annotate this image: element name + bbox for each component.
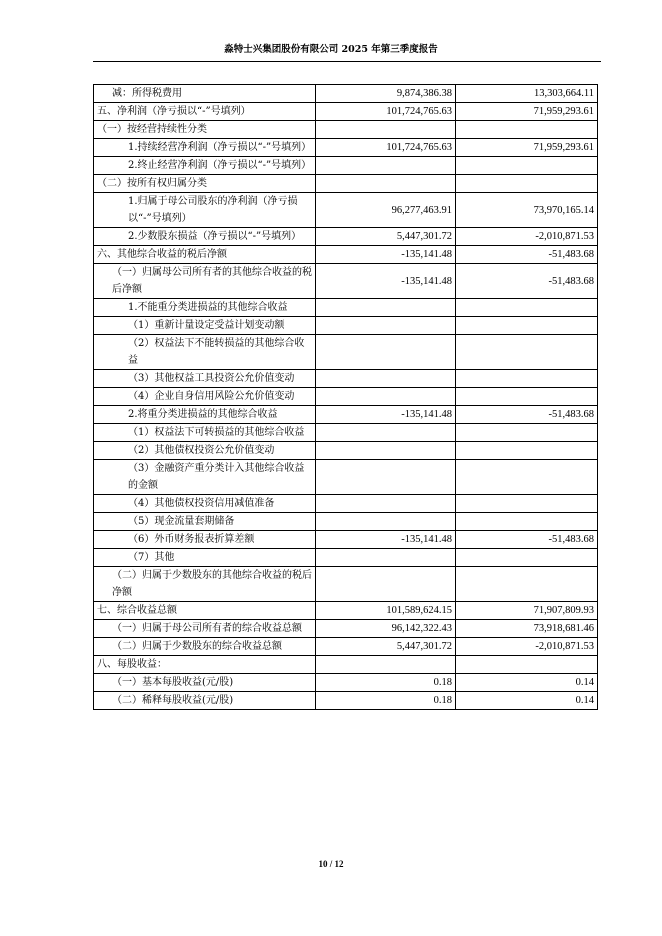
current-period-value: 96,142,322.43 bbox=[316, 620, 456, 638]
table-row bbox=[94, 602, 598, 620]
table-row bbox=[94, 335, 598, 370]
current-period-value bbox=[316, 495, 456, 513]
row-label: （一）归属母公司所有者的其他综合收益的税后净额 bbox=[94, 264, 316, 299]
income-statement-table bbox=[93, 84, 598, 710]
table-row bbox=[94, 442, 598, 460]
current-period-value bbox=[316, 335, 456, 370]
table-row bbox=[94, 692, 598, 710]
current-period-value: 5,447,301.72 bbox=[316, 228, 456, 246]
table-row bbox=[94, 228, 598, 246]
previous-period-value: 73,970,165.14 bbox=[456, 193, 598, 228]
row-label: 2.少数股东损益（净亏损以“-”号填列） bbox=[94, 228, 316, 246]
previous-period-value: -51,483.68 bbox=[456, 406, 598, 424]
row-label: （4）企业自身信用风险公允价值变动 bbox=[94, 388, 316, 406]
current-period-value: 5,447,301.72 bbox=[316, 638, 456, 656]
row-label: （3）金融资产重分类计入其他综合收益的金额 bbox=[94, 460, 316, 495]
previous-period-value bbox=[456, 442, 598, 460]
row-label: （2）权益法下不能转损益的其他综合收益 bbox=[94, 335, 316, 370]
row-label: （5）现金流量套期储备 bbox=[94, 513, 316, 531]
current-period-value bbox=[316, 370, 456, 388]
previous-period-value: 73,918,681.46 bbox=[456, 620, 598, 638]
table-row bbox=[94, 656, 598, 674]
previous-period-value bbox=[456, 299, 598, 317]
table-row bbox=[94, 567, 598, 602]
income-statement-body bbox=[94, 85, 598, 710]
current-period-value bbox=[316, 549, 456, 567]
previous-period-value bbox=[456, 460, 598, 495]
row-label: 1.归属于母公司股东的净利润（净亏损以“-”号填列） bbox=[94, 193, 316, 228]
table-row bbox=[94, 424, 598, 442]
row-label: （2）其他债权投资公允价值变动 bbox=[94, 442, 316, 460]
table-row bbox=[94, 175, 598, 193]
page-number: 10 / 12 bbox=[318, 859, 344, 869]
row-label: （7）其他 bbox=[94, 549, 316, 567]
previous-period-value: 0.14 bbox=[456, 674, 598, 692]
row-label: （二）归属于少数股东的其他综合收益的税后净额 bbox=[94, 567, 316, 602]
current-period-value bbox=[316, 388, 456, 406]
row-label: （一）按经营持续性分类 bbox=[94, 121, 316, 139]
table-row bbox=[94, 406, 598, 424]
previous-period-value bbox=[456, 388, 598, 406]
current-period-value: 101,589,624.15 bbox=[316, 602, 456, 620]
table-row bbox=[94, 264, 598, 299]
previous-period-value: 0.14 bbox=[456, 692, 598, 710]
previous-period-value: 71,959,293.61 bbox=[456, 103, 598, 121]
current-period-value: -135,141.48 bbox=[316, 264, 456, 299]
current-period-value bbox=[316, 317, 456, 335]
current-period-value bbox=[316, 175, 456, 193]
previous-period-value: -51,483.68 bbox=[456, 246, 598, 264]
table-row bbox=[94, 157, 598, 175]
current-period-value: 96,277,463.91 bbox=[316, 193, 456, 228]
table-row bbox=[94, 370, 598, 388]
previous-period-value: -51,483.68 bbox=[456, 264, 598, 299]
previous-period-value bbox=[456, 175, 598, 193]
current-period-value bbox=[316, 299, 456, 317]
table-row bbox=[94, 139, 598, 157]
table-row bbox=[94, 246, 598, 264]
previous-period-value bbox=[456, 157, 598, 175]
previous-period-value bbox=[456, 567, 598, 602]
current-period-value: -135,141.48 bbox=[316, 531, 456, 549]
row-label: 六、其他综合收益的税后净额 bbox=[94, 246, 316, 264]
previous-period-value bbox=[456, 424, 598, 442]
table-row bbox=[94, 121, 598, 139]
current-period-value: 0.18 bbox=[316, 692, 456, 710]
row-label: （1）重新计量设定受益计划变动额 bbox=[94, 317, 316, 335]
previous-period-value bbox=[456, 656, 598, 674]
current-period-value bbox=[316, 513, 456, 531]
row-label: （3）其他权益工具投资公允价值变动 bbox=[94, 370, 316, 388]
table-row bbox=[94, 193, 598, 228]
table-row bbox=[94, 103, 598, 121]
previous-period-value bbox=[456, 495, 598, 513]
row-label: 2.终止经营净利润（净亏损以“-”号填列） bbox=[94, 157, 316, 175]
table-row bbox=[94, 638, 598, 656]
row-label: （6）外币财务报表折算差额 bbox=[94, 531, 316, 549]
current-period-value bbox=[316, 656, 456, 674]
previous-period-value: -51,483.68 bbox=[456, 531, 598, 549]
table-row bbox=[94, 549, 598, 567]
current-period-value: 101,724,765.63 bbox=[316, 103, 456, 121]
previous-period-value bbox=[456, 549, 598, 567]
previous-period-value: 71,907,809.93 bbox=[456, 602, 598, 620]
previous-period-value: -2,010,871.53 bbox=[456, 638, 598, 656]
current-period-value bbox=[316, 157, 456, 175]
table-row bbox=[94, 620, 598, 638]
row-label: （一）归属于母公司所有者的综合收益总额 bbox=[94, 620, 316, 638]
current-period-value: 9,874,386.38 bbox=[316, 85, 456, 103]
row-label: 五、净利润（净亏损以“-”号填列） bbox=[94, 103, 316, 121]
row-label: （二）按所有权归属分类 bbox=[94, 175, 316, 193]
report-header: 淼特士兴集团股份有限公司 2025 年第三季度报告 bbox=[224, 44, 438, 55]
row-label: （一）基本每股收益(元/股) bbox=[94, 674, 316, 692]
row-label: （二）稀释每股收益(元/股) bbox=[94, 692, 316, 710]
previous-period-value: -2,010,871.53 bbox=[456, 228, 598, 246]
current-period-value bbox=[316, 567, 456, 602]
current-period-value: 101,724,765.63 bbox=[316, 139, 456, 157]
row-label: （1）权益法下可转损益的其他综合收益 bbox=[94, 424, 316, 442]
table-row bbox=[94, 495, 598, 513]
table-row bbox=[94, 85, 598, 103]
row-label: 八、每股收益： bbox=[94, 656, 316, 674]
row-label: 1.不能重分类进损益的其他综合收益 bbox=[94, 299, 316, 317]
current-period-value: -135,141.48 bbox=[316, 406, 456, 424]
current-period-value bbox=[316, 460, 456, 495]
previous-period-value bbox=[456, 513, 598, 531]
row-label: 1.持续经营净利润（净亏损以“-”号填列） bbox=[94, 139, 316, 157]
table-row bbox=[94, 531, 598, 549]
current-period-value bbox=[316, 424, 456, 442]
row-label: 减：所得税费用 bbox=[94, 85, 316, 103]
current-period-value bbox=[316, 121, 456, 139]
table-row bbox=[94, 460, 598, 495]
current-period-value: -135,141.48 bbox=[316, 246, 456, 264]
previous-period-value bbox=[456, 335, 598, 370]
previous-period-value: 13,303,664.11 bbox=[456, 85, 598, 103]
previous-period-value bbox=[456, 317, 598, 335]
table-row bbox=[94, 317, 598, 335]
row-label: （二）归属于少数股东的综合收益总额 bbox=[94, 638, 316, 656]
previous-period-value bbox=[456, 370, 598, 388]
row-label: 七、综合收益总额 bbox=[94, 602, 316, 620]
current-period-value: 0.18 bbox=[316, 674, 456, 692]
table-row bbox=[94, 513, 598, 531]
row-label: 2.将重分类进损益的其他综合收益 bbox=[94, 406, 316, 424]
row-label: （4）其他债权投资信用减值准备 bbox=[94, 495, 316, 513]
previous-period-value: 71,959,293.61 bbox=[456, 139, 598, 157]
previous-period-value bbox=[456, 121, 598, 139]
table-row bbox=[94, 388, 598, 406]
current-period-value bbox=[316, 442, 456, 460]
table-row bbox=[94, 674, 598, 692]
table-row bbox=[94, 299, 598, 317]
header-rule bbox=[93, 61, 601, 62]
